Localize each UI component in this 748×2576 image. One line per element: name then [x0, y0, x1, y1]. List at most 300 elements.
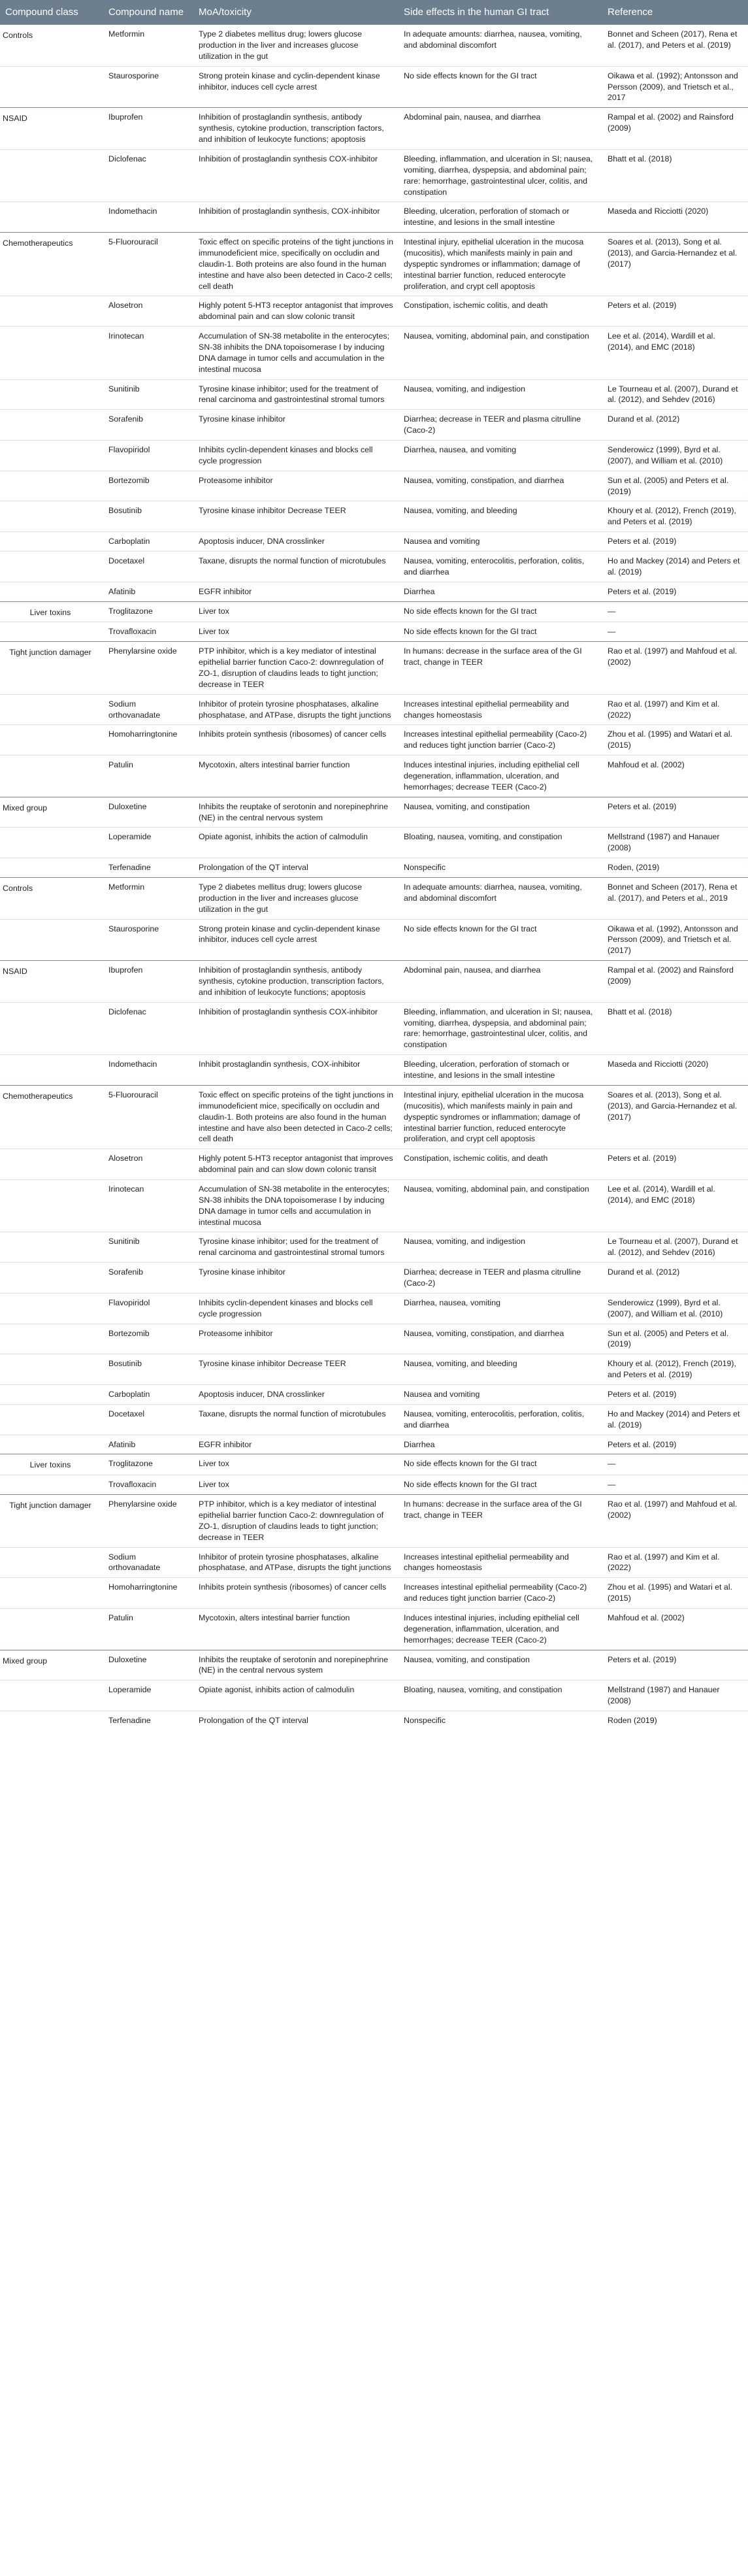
table-row — [0, 1293, 748, 1324]
table-row — [0, 327, 748, 379]
table-row — [0, 1324, 748, 1354]
reference-cell: Peters et al. (2019) — [602, 1384, 748, 1404]
table-row — [0, 471, 748, 501]
moa-cell: Liver tox — [193, 1454, 398, 1475]
table-row — [0, 1404, 748, 1435]
side-effects-cell: Nausea, vomiting, and constipation — [398, 1650, 602, 1681]
moa-cell: Tyrosine kinase inhibitor; used for the treatment of renal carcinoma and gastrointestinal stromal tumors — [193, 379, 398, 410]
compound-class-cell — [0, 1263, 103, 1294]
table-row — [0, 1495, 748, 1547]
table-row — [0, 1711, 748, 1730]
moa-cell: Proteasome inhibitor — [193, 471, 398, 501]
compound-name-cell: Bosutinib — [103, 1354, 193, 1385]
compound-name-cell: Duloxetine — [103, 797, 193, 828]
table-row — [0, 501, 748, 532]
moa-cell: Liver tox — [193, 601, 398, 622]
reference-cell: Sun et al. (2005) and Peters et al. (2019) — [602, 471, 748, 501]
compound-class-cell: Liver toxins — [0, 601, 103, 622]
reference-cell: Mellstrand (1987) and Hanauer (2008) — [602, 828, 748, 858]
compound-name-cell: Sodium orthovanadate — [103, 694, 193, 725]
moa-cell: Tyrosine kinase inhibitor — [193, 410, 398, 441]
compound-class-cell — [0, 471, 103, 501]
moa-cell: Inhibits the reuptake of serotonin and norepinephrine (NE) in the central nervous system — [193, 797, 398, 828]
compound-name-cell: Afatinib — [103, 582, 193, 601]
reference-cell: Peters et al. (2019) — [602, 1435, 748, 1454]
table-row — [0, 66, 748, 108]
compound-name-cell: Alosetron — [103, 296, 193, 327]
compound-class-cell — [0, 1547, 103, 1578]
side-effects-cell: No side effects known for the GI tract — [398, 66, 602, 108]
moa-cell: Taxane, disrupts the normal function of microtubules — [193, 1404, 398, 1435]
header-reference: Reference — [602, 0, 748, 25]
compound-name-cell: Alosetron — [103, 1149, 193, 1180]
side-effects-cell: Diarrhea, nausea, vomiting — [398, 1293, 602, 1324]
side-effects-cell: Nausea, vomiting, abdominal pain, and constipation — [398, 1179, 602, 1231]
table-row — [0, 756, 748, 797]
reference-cell: Senderowicz (1999), Byrd et al. (2007), and William et al. (2010) — [602, 440, 748, 471]
side-effects-cell: Nonspecific — [398, 1711, 602, 1730]
compound-name-cell: Troglitazone — [103, 1454, 193, 1475]
side-effects-cell: Constipation, ischemic colitis, and death — [398, 296, 602, 327]
moa-cell: Liver tox — [193, 622, 398, 642]
reference-cell: Maseda and Ricciotti (2020) — [602, 202, 748, 233]
side-effects-cell: Nausea, vomiting, constipation, and diarrhea — [398, 1324, 602, 1354]
compound-name-cell: Sunitinib — [103, 379, 193, 410]
moa-cell: Tyrosine kinase inhibitor Decrease TEER — [193, 1354, 398, 1385]
side-effects-cell: Intestinal injury, epithelial ulceration in the mucosa (mucositis), which manifests mainly in pain and dyspeptic syndromes or inflammation; damage of intestinal barrier function, reduced enterocyte proliferation, and crypt cell apoptosis — [398, 1085, 602, 1148]
compound-name-cell: Trovafloxacin — [103, 622, 193, 642]
reference-cell: Lee et al. (2014), Wardill et al. (2014), and EMC (2018) — [602, 327, 748, 379]
moa-cell: Inhibition of prostaglandin synthesis, antibody synthesis, cytokine production, transcription factors, and inhibition of leukocyte functions; apoptosis — [193, 961, 398, 1003]
moa-cell: Opiate agonist, inhibits the action of calmodulin — [193, 828, 398, 858]
moa-cell: Inhibitor of protein tyrosine phosphatases, alkaline phosphatase, and ATPase, disrupts the tight junctions — [193, 1547, 398, 1578]
compound-class-cell — [0, 858, 103, 878]
side-effects-cell: Abdominal pain, nausea, and diarrhea — [398, 961, 602, 1003]
moa-cell: Strong protein kinase and cyclin-dependent kinase inhibitor, induces cell cycle arrest — [193, 66, 398, 108]
compound-class-cell — [0, 582, 103, 601]
compound-class-cell — [0, 149, 103, 201]
compound-name-cell: Docetaxel — [103, 1404, 193, 1435]
reference-cell: Rao et al. (1997) and Kim et al. (2022) — [602, 1547, 748, 1578]
table-row — [0, 725, 748, 756]
moa-cell: Inhibition of prostaglandin synthesis, antibody synthesis, cytokine production, transcription factors, and inhibition of leukocyte functions; apoptosis — [193, 108, 398, 150]
table-row — [0, 1149, 748, 1180]
table-row — [0, 202, 748, 233]
compound-class-cell: NSAID — [0, 108, 103, 150]
side-effects-cell: Bleeding, inflammation, and ulceration in SI; nausea, vomiting, diarrhea, dyspepsia, and abdominal pain; rare: hemorrhage, gastrointestinal ulcer, colitis, and constipation — [398, 149, 602, 201]
reference-cell: Ho and Mackey (2014) and Peters et al. (2019) — [602, 1404, 748, 1435]
table-row — [0, 108, 748, 150]
header-compound-class: Compound class — [0, 0, 103, 25]
side-effects-cell: Nausea, vomiting, and bleeding — [398, 501, 602, 532]
compound-name-cell: Ibuprofen — [103, 108, 193, 150]
reference-cell: Rampal et al. (2002) and Rainsford (2009) — [602, 961, 748, 1003]
compound-class-cell: Controls — [0, 878, 103, 920]
moa-cell: Prolongation of the QT interval — [193, 858, 398, 878]
reference-cell: Roden, (2019) — [602, 858, 748, 878]
compound-class-cell — [0, 1149, 103, 1180]
compound-name-cell: Bosutinib — [103, 501, 193, 532]
table-row — [0, 797, 748, 828]
reference-cell: Peters et al. (2019) — [602, 582, 748, 601]
compound-class-cell — [0, 919, 103, 961]
moa-cell: PTP inhibitor, which is a key mediator of intestinal epithelial barrier function Caco-2: downregulation of ZO-1, disruption of claudins leads to tight junction; decrease in TEER — [193, 642, 398, 694]
reference-cell: Ho and Mackey (2014) and Peters et al. (2019) — [602, 551, 748, 582]
moa-cell: Inhibition of prostaglandin synthesis, COX-inhibitor — [193, 202, 398, 233]
table-row — [0, 1475, 748, 1495]
table-row — [0, 379, 748, 410]
moa-cell: Inhibitor of protein tyrosine phosphatases, alkaline phosphatase, and ATPase, disrupts the tight junctions — [193, 694, 398, 725]
compound-class-cell — [0, 410, 103, 441]
table-row — [0, 919, 748, 961]
side-effects-cell: Nausea, vomiting, enterocolitis, perforation, colitis, and diarrhea — [398, 1404, 602, 1435]
reference-cell: — — [602, 601, 748, 622]
compound-name-cell: Bortezomib — [103, 1324, 193, 1354]
reference-cell: Bhatt et al. (2018) — [602, 1002, 748, 1054]
side-effects-cell: Nausea and vomiting — [398, 1384, 602, 1404]
side-effects-cell: Nausea, vomiting, and constipation — [398, 797, 602, 828]
compound-class-cell — [0, 66, 103, 108]
reference-cell: Bonnet and Scheen (2017), Rena et al. (2017), and Peters et al. (2019) — [602, 25, 748, 67]
compound-name-cell: Ibuprofen — [103, 961, 193, 1003]
compound-class-cell: Chemotherapeutics — [0, 233, 103, 296]
moa-cell: PTP inhibitor, which is a key mediator of intestinal epithelial barrier function Caco-2: downregulation of ZO-1, disruption of claudins leads to tight junction; decrease in TEER — [193, 1495, 398, 1547]
compound-name-cell: Homoharringtonine — [103, 1578, 193, 1609]
side-effects-cell: No side effects known for the GI tract — [398, 601, 602, 622]
side-effects-cell: No side effects known for the GI tract — [398, 1475, 602, 1495]
reference-cell: Soares et al. (2013), Song et al. (2013), and Garcia-Hernandez et al. (2017) — [602, 1085, 748, 1148]
moa-cell: Accumulation of SN-38 metabolite in the enterocytes; SN-38 inhibits the DNA topoisomerase I by inducing DNA damage in tumor cells and accumulation in intestinal mucosa — [193, 1179, 398, 1231]
compound-class-cell — [0, 202, 103, 233]
compound-name-cell: Loperamide — [103, 828, 193, 858]
compound-class-cell — [0, 1711, 103, 1730]
compound-class-cell — [0, 296, 103, 327]
compound-name-cell: Sorafenib — [103, 1263, 193, 1294]
side-effects-cell: No side effects known for the GI tract — [398, 919, 602, 961]
compound-class-cell: Liver toxins — [0, 1454, 103, 1475]
side-effects-cell: Diarrhea — [398, 1435, 602, 1454]
compound-name-cell: Irinotecan — [103, 327, 193, 379]
side-effects-cell: In adequate amounts: diarrhea, nausea, vomiting, and abdominal discomfort — [398, 25, 602, 67]
compound-class-cell — [0, 1404, 103, 1435]
moa-cell: EGFR inhibitor — [193, 1435, 398, 1454]
compound-class-cell: Controls — [0, 25, 103, 67]
side-effects-cell: Diarrhea; decrease in TEER and plasma citrulline (Caco-2) — [398, 1263, 602, 1294]
compound-class-cell — [0, 1435, 103, 1454]
compound-name-cell: Trovafloxacin — [103, 1475, 193, 1495]
reference-cell: Peters et al. (2019) — [602, 296, 748, 327]
table-row — [0, 1435, 748, 1454]
compound-class-cell — [0, 501, 103, 532]
compound-class-cell — [0, 532, 103, 552]
compound-name-cell: Carboplatin — [103, 532, 193, 552]
compound-class-cell — [0, 756, 103, 797]
moa-cell: Apoptosis inducer, DNA crosslinker — [193, 532, 398, 552]
compound-class-cell — [0, 1384, 103, 1404]
side-effects-cell: Abdominal pain, nausea, and diarrhea — [398, 108, 602, 150]
moa-cell: Tyrosine kinase inhibitor; used for the treatment of renal carcinoma and gastrointestinal stromal tumors — [193, 1232, 398, 1263]
compound-class-cell — [0, 1475, 103, 1495]
compound-name-cell: Afatinib — [103, 1435, 193, 1454]
side-effects-cell: In adequate amounts: diarrhea, nausea, vomiting, and abdominal discomfort — [398, 878, 602, 920]
reference-cell: Le Tourneau et al. (2007), Durand et al. (2012), and Sehdev (2016) — [602, 1232, 748, 1263]
moa-cell: Tyrosine kinase inhibitor — [193, 1263, 398, 1294]
moa-cell: Opiate agonist, inhibits action of calmodulin — [193, 1681, 398, 1711]
side-effects-cell: Nausea, vomiting, and indigestion — [398, 379, 602, 410]
table-row — [0, 296, 748, 327]
side-effects-cell: Nausea, vomiting, constipation, and diarrhea — [398, 471, 602, 501]
side-effects-cell: Diarrhea; decrease in TEER and plasma citrulline (Caco-2) — [398, 410, 602, 441]
reference-cell: Le Tourneau et al. (2007), Durand et al. (2012), and Sehdev (2016) — [602, 379, 748, 410]
reference-cell: Peters et al. (2019) — [602, 1650, 748, 1681]
reference-cell: Khoury et al. (2012), French (2019), and Peters et al. (2019) — [602, 1354, 748, 1385]
table-row — [0, 1547, 748, 1578]
table-row — [0, 1085, 748, 1148]
compound-class-cell — [0, 1609, 103, 1650]
compound-class-cell: Mixed group — [0, 797, 103, 828]
compound-class-cell — [0, 551, 103, 582]
table-row — [0, 1179, 748, 1231]
side-effects-cell: Induces intestinal injuries, including epithelial cell degeneration, inflammation, ulceration, and hemorrhages; decrease TEER (Caco-2) — [398, 756, 602, 797]
side-effects-cell: Intestinal injury, epithelial ulceration in the mucosa (mucositis), which manifests mainly in pain and dyspeptic syndromes or inflammation; damage of intestinal barrier function, reduced enterocyte proliferation, and crypt cell apoptosis — [398, 233, 602, 296]
table-row — [0, 1232, 748, 1263]
side-effects-cell: Diarrhea — [398, 582, 602, 601]
table-row — [0, 1384, 748, 1404]
reference-cell: Maseda and Ricciotti (2020) — [602, 1055, 748, 1086]
compound-name-cell: Sorafenib — [103, 410, 193, 441]
moa-cell: EGFR inhibitor — [193, 582, 398, 601]
compound-name-cell: 5-Fluorouracil — [103, 1085, 193, 1148]
compound-name-cell: Loperamide — [103, 1681, 193, 1711]
side-effects-cell: Nausea, vomiting, and indigestion — [398, 1232, 602, 1263]
compound-name-cell: Flavopiridol — [103, 1293, 193, 1324]
table-row — [0, 961, 748, 1003]
compound-class-cell — [0, 1324, 103, 1354]
reference-cell: Sun et al. (2005) and Peters et al. (2019) — [602, 1324, 748, 1354]
reference-cell: Lee et al. (2014), Wardill et al. (2014), and EMC (2018) — [602, 1179, 748, 1231]
side-effects-cell: Constipation, ischemic colitis, and death — [398, 1149, 602, 1180]
moa-cell: Mycotoxin, alters intestinal barrier function — [193, 1609, 398, 1650]
reference-cell: Mahfoud et al. (2002) — [602, 1609, 748, 1650]
table-row — [0, 622, 748, 642]
moa-cell: Inhibits cyclin-dependent kinases and blocks cell cycle progression — [193, 1293, 398, 1324]
compound-name-cell: Sodium orthovanadate — [103, 1547, 193, 1578]
table-row — [0, 1354, 748, 1385]
side-effects-cell: Increases intestinal epithelial permeability (Caco-2) and reduces tight junction barrier (Caco-2) — [398, 725, 602, 756]
reference-cell: — — [602, 1475, 748, 1495]
compound-class-cell: Mixed group — [0, 1650, 103, 1681]
table-row — [0, 233, 748, 296]
compound-class-cell — [0, 828, 103, 858]
reference-cell: Durand et al. (2012) — [602, 1263, 748, 1294]
compound-class-cell — [0, 1055, 103, 1086]
compound-name-cell: Bortezomib — [103, 471, 193, 501]
compound-class-cell — [0, 1578, 103, 1609]
table-row — [0, 1002, 748, 1054]
side-effects-cell: Diarrhea, nausea, and vomiting — [398, 440, 602, 471]
reference-cell: Senderowicz (1999), Byrd et al. (2007), and William et al. (2010) — [602, 1293, 748, 1324]
compound-class-cell — [0, 694, 103, 725]
compound-class-cell: NSAID — [0, 961, 103, 1003]
table-row — [0, 410, 748, 441]
table-row — [0, 532, 748, 552]
moa-cell: Inhibition of prostaglandin synthesis COX-inhibitor — [193, 1002, 398, 1054]
reference-cell: Oikawa et al. (1992); Antonsson and Persson (2009), and Trietsch et al., 2017 — [602, 66, 748, 108]
moa-cell: Apoptosis inducer, DNA crosslinker — [193, 1384, 398, 1404]
header-compound-name: Compound name — [103, 0, 193, 25]
table-row — [0, 582, 748, 601]
moa-cell: Inhibits protein synthesis (ribosomes) of cancer cells — [193, 1578, 398, 1609]
moa-cell: Prolongation of the QT interval — [193, 1711, 398, 1730]
side-effects-cell: Bleeding, inflammation, and ulceration in SI; nausea, vomiting, diarrhea, dyspepsia, and abdominal pain; rare: hemorrhage, gastrointestinal ulcer, colitis, and constipation — [398, 1002, 602, 1054]
compound-class-cell: Tight junction damager — [0, 1495, 103, 1547]
moa-cell: Toxic effect on specific proteins of the tight junctions in immunodeficient mice, specifically on occludin and claudin-1. Both proteins are also found in the human intestine and have also been detected in Caco-2 cells; cell death — [193, 1085, 398, 1148]
reference-cell: Bonnet and Scheen (2017), Rena et al. (2017), and Peters et al., 2019 — [602, 878, 748, 920]
reference-cell: Soares et al. (2013), Song et al. (2013), and Garcia-Hernandez et al. (2017) — [602, 233, 748, 296]
compound-class-cell: Tight junction damager — [0, 642, 103, 694]
compound-name-cell: Carboplatin — [103, 1384, 193, 1404]
compound-class-cell: Chemotherapeutics — [0, 1085, 103, 1148]
side-effects-cell: Bleeding, ulceration, perforation of stomach or intestine, and lesions in the small intestine — [398, 1055, 602, 1086]
compound-name-cell: Patulin — [103, 1609, 193, 1650]
side-effects-cell: Nausea, vomiting, and bleeding — [398, 1354, 602, 1385]
reference-cell: Zhou et al. (1995) and Watari et al. (2015) — [602, 1578, 748, 1609]
moa-cell: Inhibits cyclin-dependent kinases and blocks cell cycle progression — [193, 440, 398, 471]
moa-cell: Inhibits the reuptake of serotonin and norepinephrine (NE) in the central nervous system — [193, 1650, 398, 1681]
compound-class-cell — [0, 1179, 103, 1231]
side-effects-cell: Nausea, vomiting, abdominal pain, and constipation — [398, 327, 602, 379]
compound-name-cell: 5-Fluorouracil — [103, 233, 193, 296]
compound-class-cell — [0, 327, 103, 379]
side-effects-cell: Nausea and vomiting — [398, 532, 602, 552]
compound-name-cell: Indomethacin — [103, 202, 193, 233]
side-effects-cell: Bloating, nausea, vomiting, and constipation — [398, 1681, 602, 1711]
side-effects-cell: Increases intestinal epithelial permeability and changes homeostasis — [398, 1547, 602, 1578]
side-effects-cell: Nausea, vomiting, enterocolitis, perforation, colitis, and diarrhea — [398, 551, 602, 582]
side-effects-cell: Induces intestinal injuries, including epithelial cell degeneration, inflammation, ulceration, and hemorrhages; decrease TEER (Caco-2) — [398, 1609, 602, 1650]
moa-cell: Tyrosine kinase inhibitor Decrease TEER — [193, 501, 398, 532]
table-row — [0, 1650, 748, 1681]
table-row — [0, 551, 748, 582]
moa-cell: Accumulation of SN-38 metabolite in the enterocytes; SN-38 inhibits the DNA topoisomerase I by inducing DNA damage in tumor cells and accumulation in the intestinal mucosa — [193, 327, 398, 379]
table-row — [0, 1055, 748, 1086]
compound-class-cell — [0, 1002, 103, 1054]
compound-name-cell: Metformin — [103, 878, 193, 920]
header-moa-toxicity: MoA/toxicity — [193, 0, 398, 25]
table-row — [0, 1454, 748, 1475]
reference-cell: Rao et al. (1997) and Kim et al. (2022) — [602, 694, 748, 725]
side-effects-cell: No side effects known for the GI tract — [398, 622, 602, 642]
compound-class-cell — [0, 725, 103, 756]
compound-name-cell: Troglitazone — [103, 601, 193, 622]
side-effects-cell: Increases intestinal epithelial permeability (Caco-2) and reduces tight junction barrier (Caco-2) — [398, 1578, 602, 1609]
moa-cell: Toxic effect on specific proteins of the tight junctions in immunodeficient mice, specifically on occludin and claudin-1. Both proteins are also found in the human intestine and have also been detected in Caco-2 cells; cell death — [193, 233, 398, 296]
compound-name-cell: Staurosporine — [103, 66, 193, 108]
moa-cell: Strong protein kinase and cyclin-dependent kinase inhibitor, induces cell cycle arrest — [193, 919, 398, 961]
compound-name-cell: Phenylarsine oxide — [103, 642, 193, 694]
compound-class-cell — [0, 1232, 103, 1263]
reference-cell: Peters et al. (2019) — [602, 1149, 748, 1180]
compound-name-cell: Irinotecan — [103, 1179, 193, 1231]
side-effects-cell: Bloating, nausea, vomiting, and constipation — [398, 828, 602, 858]
table-row — [0, 694, 748, 725]
reference-cell: Khoury et al. (2012), French (2019), and Peters et al. (2019) — [602, 501, 748, 532]
side-effects-cell: In humans: decrease in the surface area of the GI tract, change in TEER — [398, 642, 602, 694]
reference-cell: Rao et al. (1997) and Mahfoud et al. (2002) — [602, 642, 748, 694]
compound-name-cell: Flavopiridol — [103, 440, 193, 471]
header-row — [0, 0, 748, 25]
reference-cell: Mahfoud et al. (2002) — [602, 756, 748, 797]
compound-name-cell: Diclofenac — [103, 149, 193, 201]
moa-cell: Type 2 diabetes mellitus drug; lowers glucose production in the liver and increases glucose utilization in the gut — [193, 25, 398, 67]
reference-cell: Mellstrand (1987) and Hanauer (2008) — [602, 1681, 748, 1711]
reference-cell: Roden (2019) — [602, 1711, 748, 1730]
reference-cell: — — [602, 1454, 748, 1475]
side-effects-cell: No side effects known for the GI tract — [398, 1454, 602, 1475]
table-header — [0, 0, 748, 25]
compound-class-cell — [0, 622, 103, 642]
moa-cell: Mycotoxin, alters intestinal barrier function — [193, 756, 398, 797]
compound-name-cell: Terfenadine — [103, 858, 193, 878]
table-row — [0, 1263, 748, 1294]
side-effects-cell: Nonspecific — [398, 858, 602, 878]
moa-cell: Highly potent 5-HT3 receptor antagonist that improves abdominal pain and can slow colonic transit — [193, 296, 398, 327]
table-row — [0, 440, 748, 471]
moa-cell: Liver tox — [193, 1475, 398, 1495]
compound-class-cell — [0, 379, 103, 410]
compound-class-cell — [0, 1293, 103, 1324]
reference-cell: Zhou et al. (1995) and Watari et al. (2015) — [602, 725, 748, 756]
compound-class-cell — [0, 440, 103, 471]
reference-cell: Durand et al. (2012) — [602, 410, 748, 441]
compound-name-cell: Indomethacin — [103, 1055, 193, 1086]
reference-cell: Oikawa et al. (1992), Antonsson and Persson (2009), and Trietsch et al. (2017) — [602, 919, 748, 961]
compound-name-cell: Patulin — [103, 756, 193, 797]
compound-name-cell: Staurosporine — [103, 919, 193, 961]
reference-cell: Rampal et al. (2002) and Rainsford (2009) — [602, 108, 748, 150]
reference-cell: — — [602, 622, 748, 642]
compound-name-cell: Docetaxel — [103, 551, 193, 582]
side-effects-cell: Increases intestinal epithelial permeability and changes homeostasis — [398, 694, 602, 725]
moa-cell: Taxane, disrupts the normal function of microtubules — [193, 551, 398, 582]
table-row — [0, 878, 748, 920]
moa-cell: Type 2 diabetes mellitus drug; lowers glucose production in the liver and increases glucose utilization in the gut — [193, 878, 398, 920]
compound-class-cell — [0, 1354, 103, 1385]
table-row — [0, 601, 748, 622]
moa-cell: Inhibition of prostaglandin synthesis COX-inhibitor — [193, 149, 398, 201]
table-row — [0, 1681, 748, 1711]
reference-cell: Peters et al. (2019) — [602, 532, 748, 552]
table-row — [0, 149, 748, 201]
moa-cell: Proteasome inhibitor — [193, 1324, 398, 1354]
reference-cell: Peters et al. (2019) — [602, 797, 748, 828]
reference-cell: Rao et al. (1997) and Mahfoud et al. (2002) — [602, 1495, 748, 1547]
moa-cell: Inhibits protein synthesis (ribosomes) of cancer cells — [193, 725, 398, 756]
header-side-effects: Side effects in the human GI tract — [398, 0, 602, 25]
compound-name-cell: Duloxetine — [103, 1650, 193, 1681]
compound-name-cell: Homoharringtonine — [103, 725, 193, 756]
compound-name-cell: Terfenadine — [103, 1711, 193, 1730]
table-body — [0, 25, 748, 1730]
table-row — [0, 642, 748, 694]
compound-name-cell: Metformin — [103, 25, 193, 67]
moa-cell: Highly potent 5-HT3 receptor antagonist that improves abdominal pain and can slow down colonic transit — [193, 1149, 398, 1180]
side-effects-cell: Bleeding, ulceration, perforation of stomach or intestine, and lesions in the small intestine — [398, 202, 602, 233]
reference-cell: Bhatt et al. (2018) — [602, 149, 748, 201]
compound-name-cell: Diclofenac — [103, 1002, 193, 1054]
table-row — [0, 828, 748, 858]
table-row — [0, 1578, 748, 1609]
